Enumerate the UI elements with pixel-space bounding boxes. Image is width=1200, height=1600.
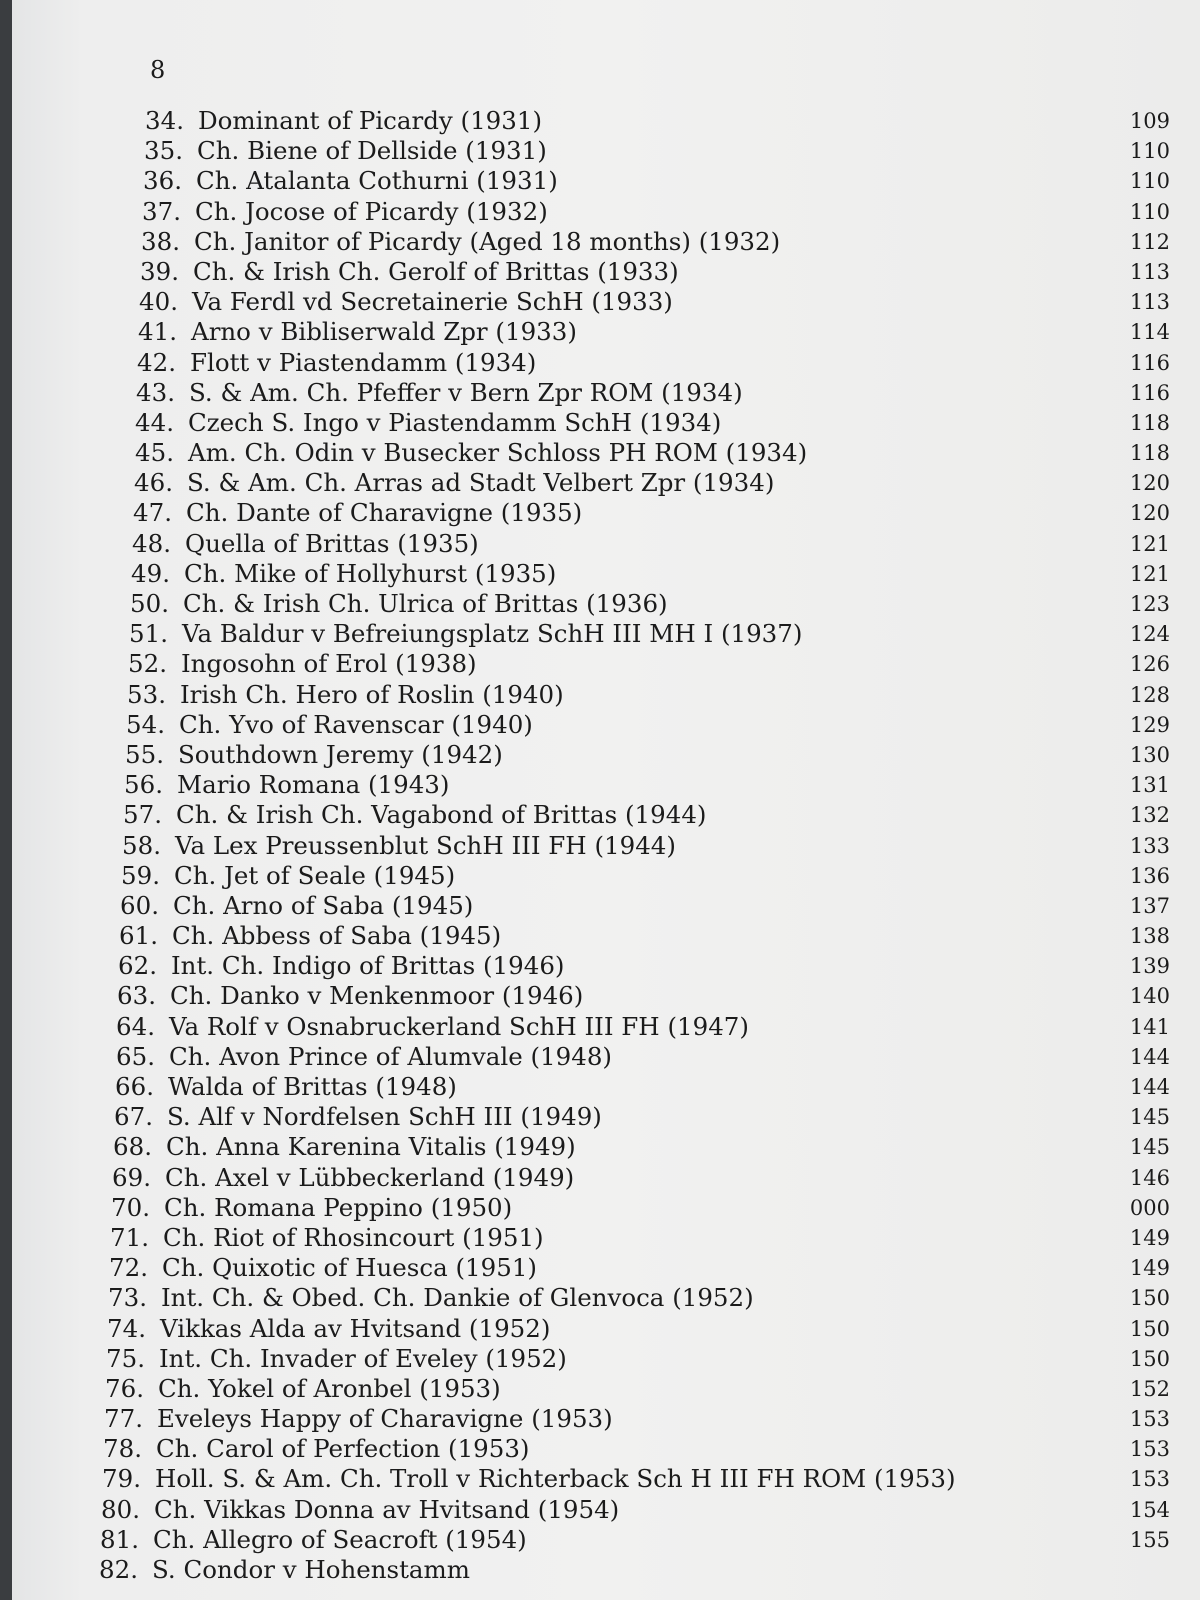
entry-title: Mario Romana (1943) <box>177 770 450 800</box>
list-item <box>12 287 1200 317</box>
entry-title: Va Ferdl vd Secretainerie SchH (1933) <box>192 287 673 317</box>
entry-page-number: 153 <box>1129 1437 1170 1462</box>
entry-number: 38. <box>141 226 180 256</box>
entry-page-number: 118 <box>1129 410 1170 435</box>
entry-number: 78. <box>103 1434 142 1464</box>
entry-title: Ch. Danko v Menkenmoor (1946) <box>170 981 584 1011</box>
entry-page-number: 138 <box>1129 924 1170 949</box>
list-item <box>12 498 1200 528</box>
entry-page-number: 144 <box>1129 1044 1170 1069</box>
entry-number: 59. <box>121 860 160 890</box>
entry-number: 52. <box>128 649 167 679</box>
entry-page-number: 121 <box>1129 561 1170 586</box>
entry-number: 55. <box>125 739 164 769</box>
entry-number: 49. <box>131 558 170 588</box>
entry-number: 66. <box>115 1072 154 1101</box>
entry-title: Southdown Jeremy (1942) <box>178 739 503 769</box>
list-item <box>12 589 1200 619</box>
entry-number: 41. <box>138 317 177 347</box>
entry-title: Ch. Romana Peppino (1950) <box>164 1192 513 1222</box>
entry-page-number: 116 <box>1129 380 1170 405</box>
entry-number: 74. <box>107 1313 146 1343</box>
entry-title: Va Rolf v Osnabruckerland SchH III FH (1947) <box>169 1011 749 1041</box>
entry-page-number: 145 <box>1129 1105 1170 1130</box>
entry-number: 51. <box>129 619 168 649</box>
entry-page-number: 153 <box>1129 1407 1170 1432</box>
entry-title: Ch. Riot of Rhosincourt (1951) <box>163 1222 544 1252</box>
entry-page-number: 133 <box>1129 833 1170 858</box>
entry-title: S. & Am. Ch. Arras ad Stadt Velbert Zpr (1934) <box>187 468 775 498</box>
entry-title: Ch. Vikkas Donna av Hvitsand (1954) <box>154 1494 620 1524</box>
entry-page-number: 118 <box>1129 441 1170 466</box>
entry-number: 67. <box>114 1102 153 1132</box>
list-item <box>12 1495 1200 1525</box>
entry-title: Quella of Brittas (1935) <box>185 528 479 558</box>
entry-page-number: 145 <box>1129 1135 1170 1160</box>
entry-title: Int. Ch. Indigo of Brittas (1946) <box>171 951 565 981</box>
entry-number: 73. <box>108 1283 147 1313</box>
entry-page-number: 154 <box>1129 1497 1170 1522</box>
entry-number: 57. <box>123 800 162 830</box>
list-item <box>12 770 1200 800</box>
entry-title: Ch. Janitor of Picardy (Aged 18 months) (1932) <box>194 226 781 256</box>
entry-page-number: 110 <box>1129 169 1170 194</box>
entry-number: 65. <box>116 1041 155 1071</box>
entry-title: Ch. Jet of Seale (1945) <box>174 860 456 890</box>
entry-page-number: 110 <box>1129 199 1170 224</box>
list-item <box>12 1283 1200 1313</box>
entry-page-number: 123 <box>1129 592 1170 616</box>
list-item <box>12 710 1200 740</box>
list-item <box>12 1374 1200 1404</box>
entry-number: 42. <box>137 347 176 377</box>
entry-page-number: 149 <box>1129 1225 1170 1250</box>
list-item <box>12 981 1200 1011</box>
entry-title: Ch. Allegro of Seacroft (1954) <box>153 1524 527 1554</box>
entry-title: Holl. S. & Am. Ch. Troll v Richterback Sch H III FH ROM (1953) <box>155 1464 956 1494</box>
entry-title: S. Alf v Nordfelsen SchH III (1949) <box>167 1102 602 1132</box>
list-item <box>12 1223 1200 1253</box>
entry-number: 34. <box>145 106 184 135</box>
list-item <box>12 559 1200 589</box>
entry-title: Ch. & Irish Ch. Gerolf of Brittas (1933) <box>193 256 679 286</box>
entry-title: Int. Ch. & Obed. Ch. Dankie of Glenvoca (1952) <box>161 1283 754 1313</box>
entry-page-number: 130 <box>1129 742 1170 767</box>
list-item <box>12 438 1200 468</box>
entry-number: 47. <box>133 498 172 528</box>
entry-title: Ingosohn of Erol (1938) <box>181 649 477 679</box>
entry-number: 70. <box>111 1192 150 1222</box>
entry-page-number: 153 <box>1129 1467 1170 1492</box>
entry-page-number: 150 <box>1129 1316 1170 1341</box>
list-item <box>12 166 1200 196</box>
entry-number: 79. <box>102 1464 141 1494</box>
entry-page-number: 132 <box>1129 803 1170 828</box>
entry-title: Ch. Arno of Saba (1945) <box>173 890 474 920</box>
entry-number: 45. <box>135 438 174 468</box>
entry-title: Ch. Anna Karenina Vitalis (1949) <box>166 1132 576 1162</box>
entry-page-number: 129 <box>1129 712 1170 737</box>
entry-number: 75. <box>106 1343 145 1373</box>
entry-title: Am. Ch. Odin v Busecker Schloss PH ROM (1934) <box>188 438 808 468</box>
list-item <box>12 921 1200 951</box>
entry-page-number: 120 <box>1129 471 1170 496</box>
entry-title: Ch. Axel v Lübbeckerland (1949) <box>165 1162 575 1192</box>
entry-number: 72. <box>109 1253 148 1283</box>
entry-title: S. Condor v Hohenstamm <box>152 1555 470 1584</box>
entry-number: 76. <box>105 1373 144 1403</box>
entry-page-number: 137 <box>1129 893 1170 918</box>
entry-number: 63. <box>117 981 156 1011</box>
entry-title: Irish Ch. Hero of Roslin (1940) <box>180 679 564 709</box>
list-item <box>12 800 1200 830</box>
entry-number: 82. <box>99 1555 138 1584</box>
entry-page-number: 136 <box>1129 863 1170 888</box>
list-item <box>12 891 1200 921</box>
entry-title: Walda of Brittas (1948) <box>168 1072 457 1101</box>
entry-page-number: 126 <box>1129 652 1170 677</box>
entry-page-number: 139 <box>1129 954 1170 979</box>
entry-page-number: 131 <box>1129 773 1170 798</box>
entry-page-number: 150 <box>1129 1286 1170 1311</box>
entry-number: 60. <box>120 890 159 920</box>
list-item <box>12 1012 1200 1042</box>
entry-page-number: 140 <box>1129 984 1170 1009</box>
entry-title: S. & Am. Ch. Pfeffer v Bern Zpr ROM (1934) <box>189 377 743 407</box>
list-item <box>12 1163 1200 1193</box>
entry-page-number: 146 <box>1129 1165 1170 1190</box>
list-item <box>12 468 1200 498</box>
entry-number: 61. <box>119 921 158 951</box>
entry-number: 46. <box>134 468 173 498</box>
entry-number: 40. <box>139 287 178 317</box>
list-item <box>12 1132 1200 1162</box>
list-item <box>12 408 1200 438</box>
list-item <box>12 1434 1200 1464</box>
list-item <box>12 1464 1200 1494</box>
entry-number: 71. <box>110 1222 149 1252</box>
list-item <box>12 740 1200 770</box>
entry-page-number: 124 <box>1129 622 1170 647</box>
entry-title: Ch. Yvo of Ravenscar (1940) <box>179 709 533 739</box>
entry-title: Arno v Bibliserwald Zpr (1933) <box>191 317 577 347</box>
entry-title: Flott v Piastendamm (1934) <box>190 347 537 377</box>
entry-number: 43. <box>136 377 175 407</box>
entry-title: Czech S. Ingo v Piastendamm SchH (1934) <box>188 407 722 437</box>
entry-page-number: 113 <box>1129 259 1170 284</box>
entry-page-number: 109 <box>1129 109 1170 133</box>
entry-title: Va Baldur v Befreiungsplatz SchH III MH I (1937) <box>182 619 803 649</box>
entry-title: Ch. Dante of Charavigne (1935) <box>186 498 583 528</box>
entry-number: 62. <box>118 951 157 981</box>
entry-number: 69. <box>112 1162 151 1192</box>
entry-page-number: 112 <box>1129 229 1170 254</box>
entry-page-number: 152 <box>1129 1376 1170 1401</box>
list-item <box>12 136 1200 166</box>
list-item <box>12 861 1200 891</box>
entry-number: 56. <box>124 770 163 800</box>
entry-page-number: 150 <box>1129 1346 1170 1371</box>
list-item <box>12 951 1200 981</box>
entry-title: Va Lex Preussenblut SchH III FH (1944) <box>175 830 676 860</box>
list-item <box>12 1042 1200 1072</box>
list-item <box>12 680 1200 710</box>
list-item <box>12 1072 1200 1102</box>
list-item <box>12 1102 1200 1132</box>
list-item <box>12 197 1200 227</box>
entry-number: 53. <box>127 679 166 709</box>
list-item <box>12 317 1200 347</box>
entry-title: Ch. Mike of Hollyhurst (1935) <box>184 558 557 588</box>
entry-page-number: 116 <box>1129 350 1170 375</box>
list-item <box>12 1344 1200 1374</box>
entry-page-number: 000 <box>1129 1195 1170 1220</box>
entry-number: 39. <box>140 256 179 286</box>
entry-page-number: 155 <box>1129 1527 1170 1552</box>
entry-title: Eveleys Happy of Charavigne (1953) <box>157 1404 613 1434</box>
list-item <box>12 257 1200 287</box>
page-number: 8 <box>150 56 166 84</box>
entry-number: 58. <box>122 830 161 860</box>
list-item <box>12 348 1200 378</box>
entry-title: Ch. Biene of Dellside (1931) <box>197 136 547 166</box>
entry-title: Dominant of Picardy (1931) <box>198 106 543 135</box>
entry-title: Ch. Quixotic of Huesca (1951) <box>162 1253 537 1283</box>
entry-page-number: 121 <box>1129 531 1170 556</box>
entry-title: Ch. Jocose of Picardy (1932) <box>195 196 548 226</box>
entry-title: Ch. Atalanta Cothurni (1931) <box>196 166 558 196</box>
illustration-list <box>12 106 1200 1585</box>
entry-number: 37. <box>142 196 181 226</box>
entry-number: 64. <box>116 1011 155 1041</box>
list-item <box>12 1253 1200 1283</box>
list-item <box>12 529 1200 559</box>
entry-number: 54. <box>126 709 165 739</box>
list-item <box>12 227 1200 257</box>
list-item <box>12 649 1200 679</box>
entry-number: 44. <box>135 407 174 437</box>
list-item <box>12 378 1200 408</box>
book-page <box>12 0 1200 1600</box>
list-item <box>12 1193 1200 1223</box>
entry-title: Ch. Abbess of Saba (1945) <box>172 921 502 951</box>
entry-title: Int. Ch. Invader of Eveley (1952) <box>159 1343 567 1373</box>
entry-title: Ch. & Irish Ch. Vagabond of Brittas (1944) <box>176 800 707 830</box>
entry-number: 80. <box>101 1494 140 1524</box>
entry-number: 77. <box>104 1404 143 1434</box>
entry-number: 50. <box>130 589 169 618</box>
entry-page-number: 114 <box>1129 320 1170 345</box>
list-item <box>12 1404 1200 1434</box>
entry-number: 48. <box>132 528 171 558</box>
entry-title: Ch. Avon Prince of Alumvale (1948) <box>169 1041 612 1071</box>
entry-title: Ch. Carol of Perfection (1953) <box>156 1434 530 1464</box>
entry-page-number: 149 <box>1129 1256 1170 1281</box>
list-item <box>12 831 1200 861</box>
entry-number: 68. <box>113 1132 152 1162</box>
entry-page-number: 113 <box>1129 290 1170 315</box>
entry-page-number: 120 <box>1129 501 1170 526</box>
list-item <box>12 1314 1200 1344</box>
entry-number: 81. <box>100 1524 139 1554</box>
entry-page-number: 128 <box>1129 682 1170 707</box>
entry-page-number: 110 <box>1129 139 1170 164</box>
entry-title: Ch. Yokel of Aronbel (1953) <box>158 1373 501 1403</box>
entry-page-number: 144 <box>1129 1075 1170 1099</box>
list-item <box>12 619 1200 649</box>
list-item <box>12 1555 1200 1585</box>
entry-title: Ch. & Irish Ch. Ulrica of Brittas (1936) <box>183 589 668 618</box>
entry-page-number: 141 <box>1129 1014 1170 1039</box>
entry-number: 35. <box>144 136 183 166</box>
entry-title: Vikkas Alda av Hvitsand (1952) <box>160 1313 551 1343</box>
entry-number: 36. <box>143 166 182 196</box>
list-item <box>12 106 1200 136</box>
list-item <box>12 1525 1200 1555</box>
